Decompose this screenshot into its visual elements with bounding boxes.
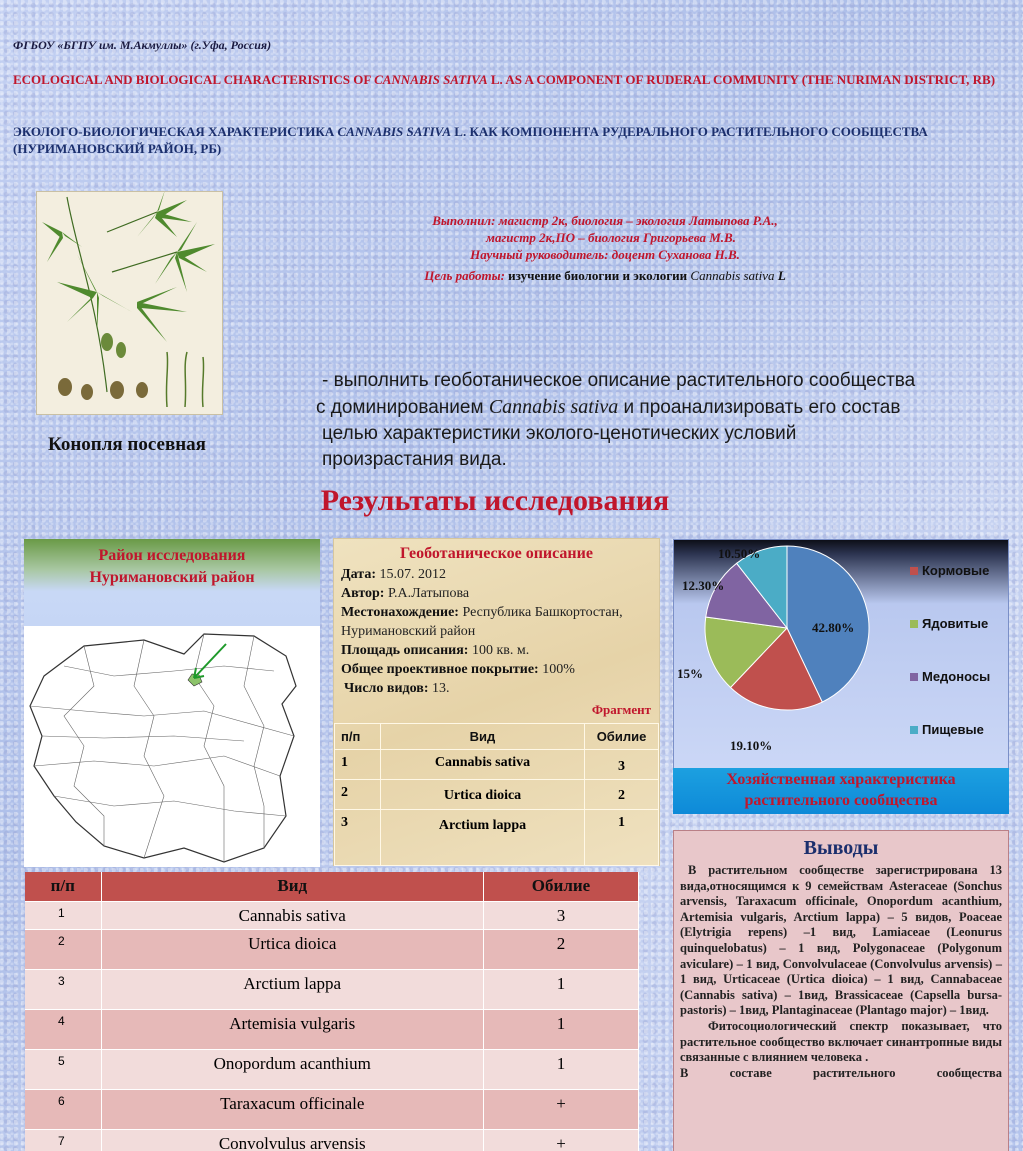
row-abundance: 1: [484, 1049, 639, 1089]
geo-fields: [334, 563, 659, 700]
geo-col-species: Вид: [381, 724, 585, 750]
title-en-latin: CANNABIS SATIVA: [374, 72, 488, 87]
geo-row-num: 1: [335, 750, 381, 780]
geo-location: [341, 603, 652, 641]
row-num: 7: [25, 1129, 101, 1151]
row-species: Taraxacum officinale: [101, 1089, 484, 1129]
author-line-1: Выполнил: магистр 2к, биология – экология Латыпова Р.А.,: [432, 213, 778, 228]
pie-data-label: 12.30%: [682, 578, 725, 593]
legend-label: Медоносы: [922, 669, 991, 684]
region-panel: [24, 539, 320, 867]
legend-swatch: [910, 673, 918, 681]
row-species: Cannabis sativa: [101, 901, 484, 929]
table-row: [25, 929, 639, 969]
conclusions-title: Выводы: [803, 837, 879, 859]
geo-title: Геоботаническое описание: [400, 545, 593, 562]
species-table: [25, 872, 639, 1151]
plant-caption: Конопля посевная: [48, 434, 206, 455]
geo-row-species: Urtica dioica: [381, 780, 585, 810]
geo-col-abundance: Обилие: [585, 724, 659, 750]
table-row: [25, 1049, 639, 1089]
row-species: Arctium lappa: [101, 969, 484, 1009]
title-english: [13, 71, 1008, 88]
author-label: Автор:: [341, 586, 385, 601]
bashkortostan-map: [24, 626, 320, 867]
geo-count: [341, 679, 652, 698]
geo-table-row: [335, 810, 659, 866]
col-abundance: Обилие: [484, 872, 639, 901]
row-species: Convolvulus arvensis: [101, 1129, 484, 1151]
region-header: [24, 539, 320, 626]
title-en-part1: ECOLOGICAL AND BIOLOGICAL CHARACTERISTICS OF: [13, 72, 375, 87]
row-num: 1: [25, 901, 101, 929]
legend-item: [910, 563, 989, 578]
title-en-part2: L. AS A COMPONENT OF RUDERAL COMMUNITY (THE NURIMAN DISTRICT, RB): [487, 72, 996, 87]
geo-table-row: [335, 780, 659, 810]
row-abundance: 3: [484, 901, 639, 929]
legend-label: Кормовые: [922, 563, 990, 578]
fragment-label: Фрагмент: [591, 702, 651, 717]
row-species: Onopordum acanthium: [101, 1049, 484, 1089]
geo-author: [341, 584, 652, 603]
goal-end: L: [774, 268, 786, 283]
conclusions-paragraph-1: В растительном сообществе зарегистрирована 13 вида,относящимся к 9 семействам Asteraceae (Sonchus arvensis, Taraxacum officinale, Onopordum acanthium, Artemisia vulgaris, Arctium lappa) – 5 видов, Poaceae (Elytrigia repens) –1 вид, Lamiaceae (Leonurus quinquelobatus) – 1 вид, Polygonaceae (Polygonum aviculare) – 1 вид, Convolvulaceae (Convolvulus arvensis) – 1 вид, Urticaceae (Urtica dioica) – 1 вид, Cannabaceae (Cannabis sativa) – 1вид, Brassicaceae (Capsella bursa-pastoris) – 1вид, Plantaginaceae (Plantago major) – 1вид.: [680, 863, 1002, 1018]
geo-row-species: Cannabis sativa: [381, 750, 585, 780]
task-line-2b: и проанализировать его состав: [618, 397, 901, 418]
geo-area: [341, 641, 652, 660]
author-line-2: магистр 2к,ПО – биология Григорьева М.В.: [486, 230, 736, 245]
goal-latin: Cannabis sativa: [690, 268, 775, 283]
pie-chart-panel: [673, 539, 1009, 769]
date-value: 15.07. 2012: [375, 567, 446, 582]
results-title: Результаты исследования: [320, 484, 670, 517]
table-row: [25, 1009, 639, 1049]
geo-row-species: Arctium lappa: [381, 810, 585, 866]
geo-cover: [341, 660, 652, 679]
geo-row-abundance: 3: [585, 750, 659, 780]
location-value: Республика Башкортостан, Нуримановский район: [341, 605, 623, 639]
task-line-3: целью характеристики эколого-ценотических условий: [322, 423, 797, 444]
col-num: п/п: [25, 872, 101, 901]
geo-fragment-table: [334, 723, 659, 866]
legend-swatch: [910, 620, 918, 628]
geo-col-num: п/п: [335, 724, 381, 750]
geo-table-row: [335, 750, 659, 780]
title-ru-part1: ЭКОЛОГО-БИОЛОГИЧЕСКАЯ ХАРАКТЕРИСТИКА: [13, 124, 338, 139]
cover-value: 100%: [538, 662, 575, 677]
legend-item: [910, 616, 988, 631]
title-ru-part2: L. КАК КОМПОНЕНТА РУДЕРАЛЬНОГО РАСТИТЕЛЬНОГО СООБЩЕСТВА (НУРИМАНОВСКИЙ РАЙОН, РБ): [13, 124, 928, 156]
organization-name: ФГБОУ «БГПУ им. М.Акмуллы» (г.Уфа, Россия): [13, 38, 272, 52]
geobotanical-panel: [333, 538, 660, 866]
row-species: Artemisia vulgaris: [101, 1009, 484, 1049]
cannabis-illustration: [36, 191, 223, 415]
row-abundance: 1: [484, 1009, 639, 1049]
goal-text: изучение биологии и экологии: [504, 268, 691, 283]
task-line-2: [316, 394, 976, 421]
row-abundance: +: [484, 1129, 639, 1151]
geo-row-abundance: 2: [585, 780, 659, 810]
area-value: 100 кв. м.: [468, 643, 530, 658]
task-latin: Cannabis sativa: [488, 396, 619, 418]
pie-data-label: 15%: [677, 666, 703, 681]
geo-row-num: 3: [335, 810, 381, 866]
row-abundance: 2: [484, 929, 639, 969]
legend-label: Пищевые: [922, 722, 984, 737]
legend-swatch: [910, 567, 918, 575]
legend-item: [910, 722, 984, 737]
supervisor-line: Научный руководитель: доцент Суханова Н.В.: [470, 247, 740, 262]
title-russian: [13, 123, 993, 157]
table-row: [25, 969, 639, 1009]
geo-row-abundance: 1: [585, 810, 659, 866]
region-line-2: Нуримановский район: [89, 569, 255, 586]
legend-item: [910, 669, 990, 684]
title-ru-latin: CANNABIS SATIVA: [337, 124, 452, 139]
cover-label: Общее проективное покрытие:: [341, 662, 539, 677]
pie-data-label: 42.80%: [812, 620, 855, 635]
row-num: 3: [25, 969, 101, 1009]
row-num: 4: [25, 1009, 101, 1049]
table-row: [25, 1129, 639, 1151]
row-num: 2: [25, 929, 101, 969]
goal-line: [340, 267, 870, 284]
row-num: 5: [25, 1049, 101, 1089]
pie-data-label: 10.50%: [718, 546, 761, 561]
task-text: [316, 368, 976, 473]
species-table-header: [25, 872, 639, 901]
task-line-1: - выполнить геоботаническое описание растительного сообщества: [322, 370, 916, 391]
geo-table-header: [335, 724, 659, 750]
pie-chart-caption: Хозяйственная характеристика растительного сообщества: [673, 768, 1009, 814]
goal-label: Цель работы:: [424, 268, 505, 283]
count-label: Число видов:: [344, 681, 429, 696]
row-abundance: +: [484, 1089, 639, 1129]
row-num: 6: [25, 1089, 101, 1129]
geo-row-num: 2: [335, 780, 381, 810]
authors-block: [340, 212, 870, 284]
legend-label: Ядовитые: [922, 616, 989, 631]
geo-date: [341, 565, 652, 584]
date-label: Дата:: [341, 567, 376, 582]
count-value: 13.: [428, 681, 450, 696]
region-line-1: Район исследования: [98, 547, 246, 564]
row-species: Urtica dioica: [101, 929, 484, 969]
task-line-4: произрастания вида.: [322, 449, 507, 470]
table-row: [25, 1089, 639, 1129]
cannabis-drawing: [37, 192, 223, 415]
row-abundance: 1: [484, 969, 639, 1009]
task-line-2a: с доминированием: [316, 397, 489, 418]
col-species: Вид: [101, 872, 484, 901]
pie-data-label: 19.10%: [730, 738, 773, 753]
area-label: Площадь описания:: [341, 643, 469, 658]
location-label: Местонахождение:: [341, 605, 459, 620]
conclusions-panel: [673, 830, 1009, 1151]
legend-swatch: [910, 726, 918, 734]
conclusions-paragraph-2: Фитосоциологический спектр показывает, что растительное сообщество включает синантропные виды связанные с влиянием человека .: [680, 1018, 1002, 1065]
table-row: [25, 901, 639, 929]
author-value: Р.А.Латыпова: [384, 586, 470, 601]
conclusions-paragraph-3: В составе растительного сообщества: [680, 1065, 1002, 1080]
